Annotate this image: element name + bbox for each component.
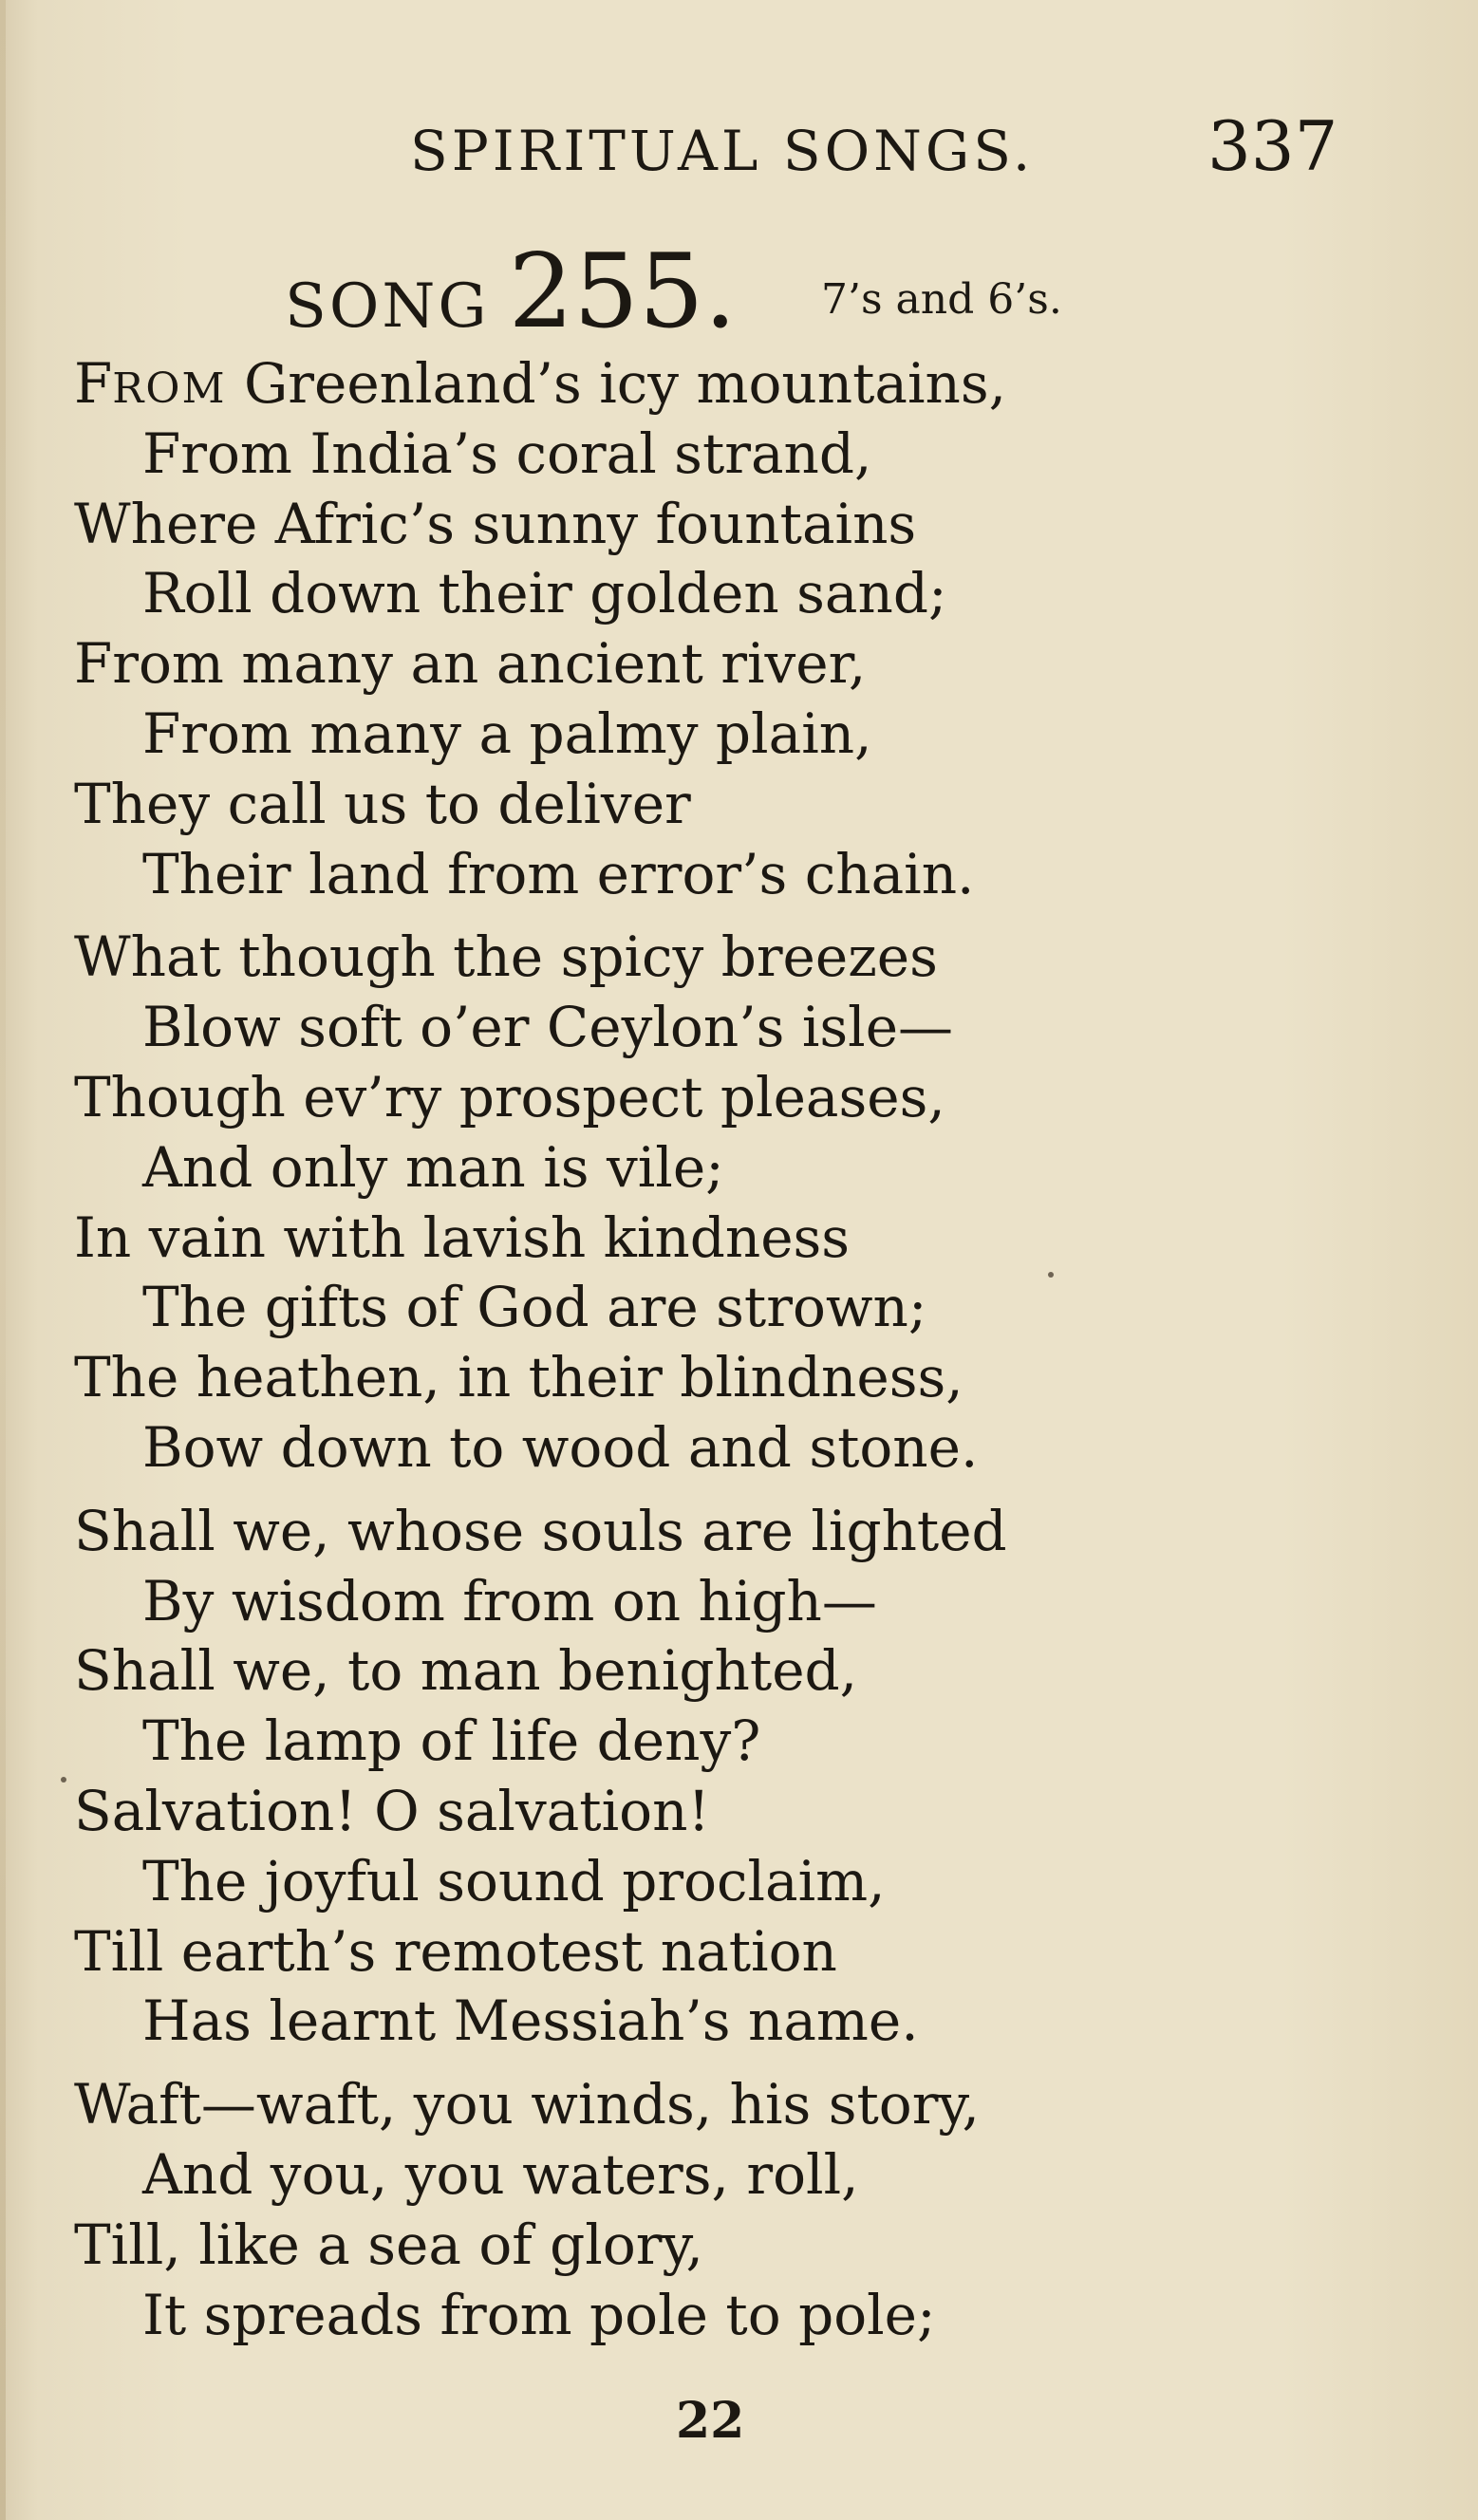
- hymn-text: [74, 349, 1007, 2363]
- stanza: [74, 2070, 1007, 2350]
- verse-line: Their land from error’s chain.: [142, 841, 975, 906]
- verse-line: In vain with lavish kindness: [74, 1204, 851, 1270]
- signature-mark: 22: [676, 2392, 745, 2450]
- stanza: [74, 1497, 1007, 2057]
- verse-line: Shall we, to man benighted,: [74, 1638, 858, 1704]
- verse-line: They call us to deliver: [74, 771, 691, 836]
- verse-line: The lamp of life deny?: [142, 1708, 761, 1774]
- verse-line: And you, you waters, roll,: [142, 2141, 859, 2207]
- verse-line: Waft—waft, you winds, his story,: [74, 2072, 980, 2137]
- song-label: SONG: [285, 271, 490, 342]
- page-number: 337: [1207, 106, 1338, 186]
- verse-line: [74, 349, 1007, 420]
- verse-line: Till earth’s remotest nation: [74, 1918, 837, 1984]
- verse-line: Has learnt Messiah’s name.: [142, 1988, 919, 2054]
- verse-line: Blow soft o’er Ceylon’s isle—: [142, 995, 954, 1060]
- verse-line: From India’s coral strand,: [142, 420, 872, 486]
- running-title: SPIRITUAL SONGS.: [410, 119, 1035, 183]
- small-caps-word: ROM: [112, 364, 227, 413]
- verse-line: Shall we, whose souls are lighted: [74, 1498, 1007, 1563]
- verse-line: Though ev’ry prospect pleases,: [74, 1064, 945, 1129]
- verse-line: Salvation! O salvation!: [74, 1778, 710, 1843]
- song-number: 255.: [508, 233, 737, 351]
- verse-line: Where Afric’s sunny fountains: [74, 491, 917, 556]
- ink-speck: [61, 1777, 66, 1783]
- verse-line: And only man is vile;: [142, 1134, 724, 1200]
- verse-line: Roll down their golden sand;: [142, 561, 947, 626]
- stanza: [74, 349, 1007, 909]
- drop-initial: F: [74, 351, 113, 416]
- verse-line: What though the spicy breezes: [74, 924, 938, 990]
- verse-line: From many an ancient river,: [74, 631, 867, 697]
- song-heading: [285, 233, 737, 351]
- verse-line: The gifts of God are strown;: [142, 1275, 927, 1340]
- song-meter: 7’s and 6’s.: [821, 275, 1062, 324]
- verse-line: By wisdom from on high—: [142, 1568, 877, 1633]
- verse-line: The joyful sound proclaim,: [142, 1848, 886, 1913]
- verse-line: It spreads from pole to pole;: [142, 2282, 936, 2347]
- ink-speck: [1048, 1272, 1054, 1278]
- verse-line: Till, like a sea of glory,: [74, 2212, 703, 2277]
- verse-line: Bow down to wood and stone.: [142, 1414, 979, 1480]
- page-gutter: [0, 0, 6, 2520]
- verse-line: The heathen, in their blindness,: [74, 1345, 964, 1410]
- verse-line: From many a palmy plain,: [142, 700, 872, 766]
- verse-line-text: Greenland’s icy mountains,: [226, 351, 1007, 416]
- stanza: [74, 923, 1007, 1483]
